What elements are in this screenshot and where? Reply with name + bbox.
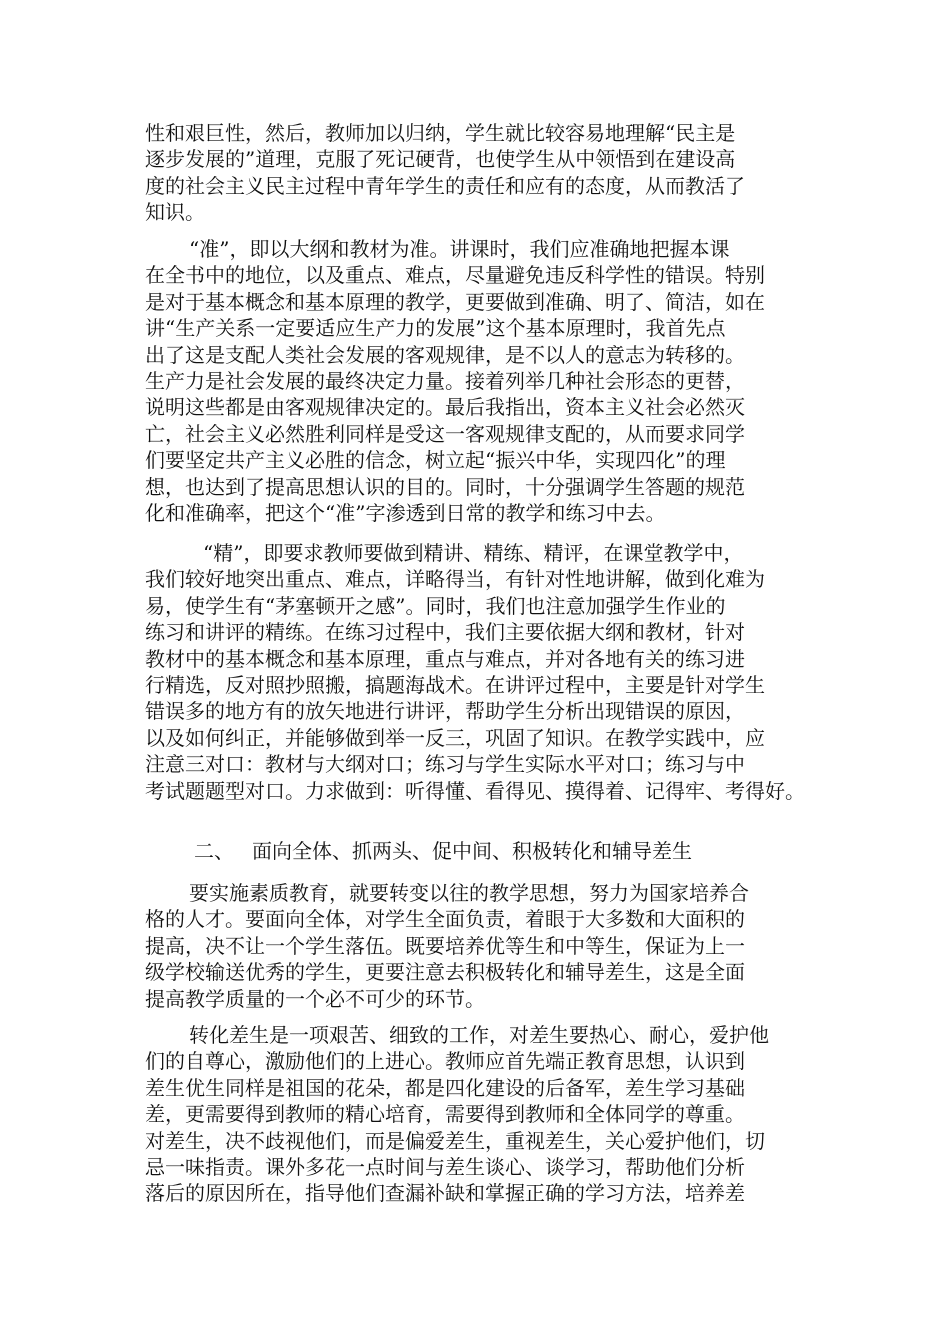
paragraph-line: 讲“生产关系一定要适应生产力的发展”这个基本原理时，我首先点: [145, 316, 726, 341]
paragraph-line: 易，使学生有“茅塞顿开之感”。同时，我们也注意加强学生作业的: [145, 593, 726, 618]
paragraph-line: 想，也达到了提高思想认识的目的。同时，十分强调学生答题的规范: [145, 474, 745, 499]
paragraph-line: 们的自尊心，激励他们的上进心。教师应首先端正教育思想，认识到: [145, 1049, 745, 1074]
paragraph-line: 对差生，决不歧视他们，而是偏爱差生，重视差生，关心爱护他们，切: [145, 1128, 765, 1153]
paragraph-2: [145, 236, 821, 526]
paragraph-line: “准”，即以大纲和教材为准。讲课时，我们应准确地把握本课: [189, 237, 730, 261]
paragraph-3: [145, 540, 821, 804]
paragraph-line: 亡，社会主义必然胜利同样是受这一客观规律支配的，从而要求同学: [145, 421, 745, 446]
paragraph-line: 出了这是支配人类社会发展的客观规律，是不以人的意志为转移的。: [145, 342, 745, 367]
paragraph-line: 逐步发展的”道理，克服了死记硬背，也使学生从中领悟到在建设高: [145, 147, 736, 172]
paragraph-line: 性和艰巨性，然后，教师加以归纳，学生就比较容易地理解“民主是: [145, 121, 736, 145]
paragraph-line: 们要坚定共产主义必胜的信念，树立起“振兴中华，实现四化”的理: [145, 448, 726, 473]
paragraph-line: 差生优生同样是祖国的花朵，都是四化建设的后备军，差生学习基础: [145, 1075, 745, 1100]
paragraph-line: 转化差生是一项艰苦、细致的工作，对差生要热心、耐心，爱护他: [189, 1023, 769, 1047]
section-heading: [194, 838, 692, 864]
paragraph-line: 度的社会主义民主过程中青年学生的责任和应有的态度，从而教活了: [145, 173, 745, 198]
paragraph-line: 落后的原因所在，指导他们查漏补缺和掌握正确的学习方法，培养差: [145, 1181, 745, 1206]
paragraph-line: 生产力是社会发展的最终决定力量。接着列举几种社会形态的更替，: [145, 368, 745, 393]
paragraph-line: 格的人才。要面向全体，对学生全面负责，着眼于大多数和大面积的: [145, 907, 745, 932]
paragraph-4: [145, 880, 821, 1012]
paragraph-line: 化和准确率，把这个“准”字渗透到日常的教学和练习中去。: [145, 500, 666, 525]
paragraph-line: 说明这些都是由客观规律决定的。最后我指出，资本主义社会必然灭: [145, 395, 745, 420]
paragraph-line: 行精选，反对照抄照搬，搞题海战术。在讲评过程中，主要是针对学生: [145, 672, 765, 697]
paragraph-line: 是对于基本概念和基本原理的教学，更要做到准确、明了、简洁，如在: [145, 289, 765, 314]
paragraph-line: 在全书中的地位，以及重点、难点，尽量避免违反科学性的错误。特别: [145, 263, 765, 288]
paragraph-line: 提高教学质量的一个必不可少的环节。: [145, 986, 485, 1011]
paragraph-1: [145, 120, 821, 226]
paragraph-line: 注意三对口：教材与大纲对口；练习与学生实际水平对口；练习与中: [145, 752, 745, 777]
paragraph-line: 忌一味指责。课外多花一点时间与差生谈心、谈学习，帮助他们分析: [145, 1154, 745, 1179]
paragraph-line: 教材中的基本概念和基本原理，重点与难点，并对各地有关的练习进: [145, 646, 745, 671]
paragraph-line: 错误多的地方有的放矢地进行讲评，帮助学生分析出现错误的原因，: [145, 699, 745, 724]
paragraph-line: 考试题题型对口。力求做到：听得懂、看得见、摸得着、记得牢、考得好。: [145, 778, 805, 803]
paragraph-line: 要实施素质教育，就要转变以往的教学思想，努力为国家培养合: [189, 881, 749, 905]
paragraph-line: 我们较好地突出重点、难点，详略得当，有针对性地讲解，做到化难为: [145, 567, 765, 592]
paragraph-line: 级学校输送优秀的学生，更要注意去积极转化和辅导差生，这是全面: [145, 960, 745, 985]
section-title: 面向全体、抓两头、促中间、积极转化和辅导差生: [252, 839, 692, 863]
paragraph-line: 提高，决不让一个学生落伍。既要培养优等生和中等生，保证为上一: [145, 933, 745, 958]
paragraph-line: “精”，即要求教师要做到精讲、精练、精评，在课堂教学中，: [203, 541, 744, 565]
paragraph-line: 知识。: [145, 200, 205, 225]
paragraph-5: [145, 1022, 821, 1207]
paragraph-line: 以及如何纠正，并能够做到举一反三，巩固了知识。在教学实践中，应: [145, 725, 765, 750]
section-number: 二、: [194, 839, 234, 863]
paragraph-line: 差，更需要得到教师的精心培育，需要得到教师和全体同学的尊重。: [145, 1102, 745, 1127]
paragraph-line: 练习和讲评的精练。在练习过程中，我们主要依据大纲和教材，针对: [145, 620, 745, 645]
